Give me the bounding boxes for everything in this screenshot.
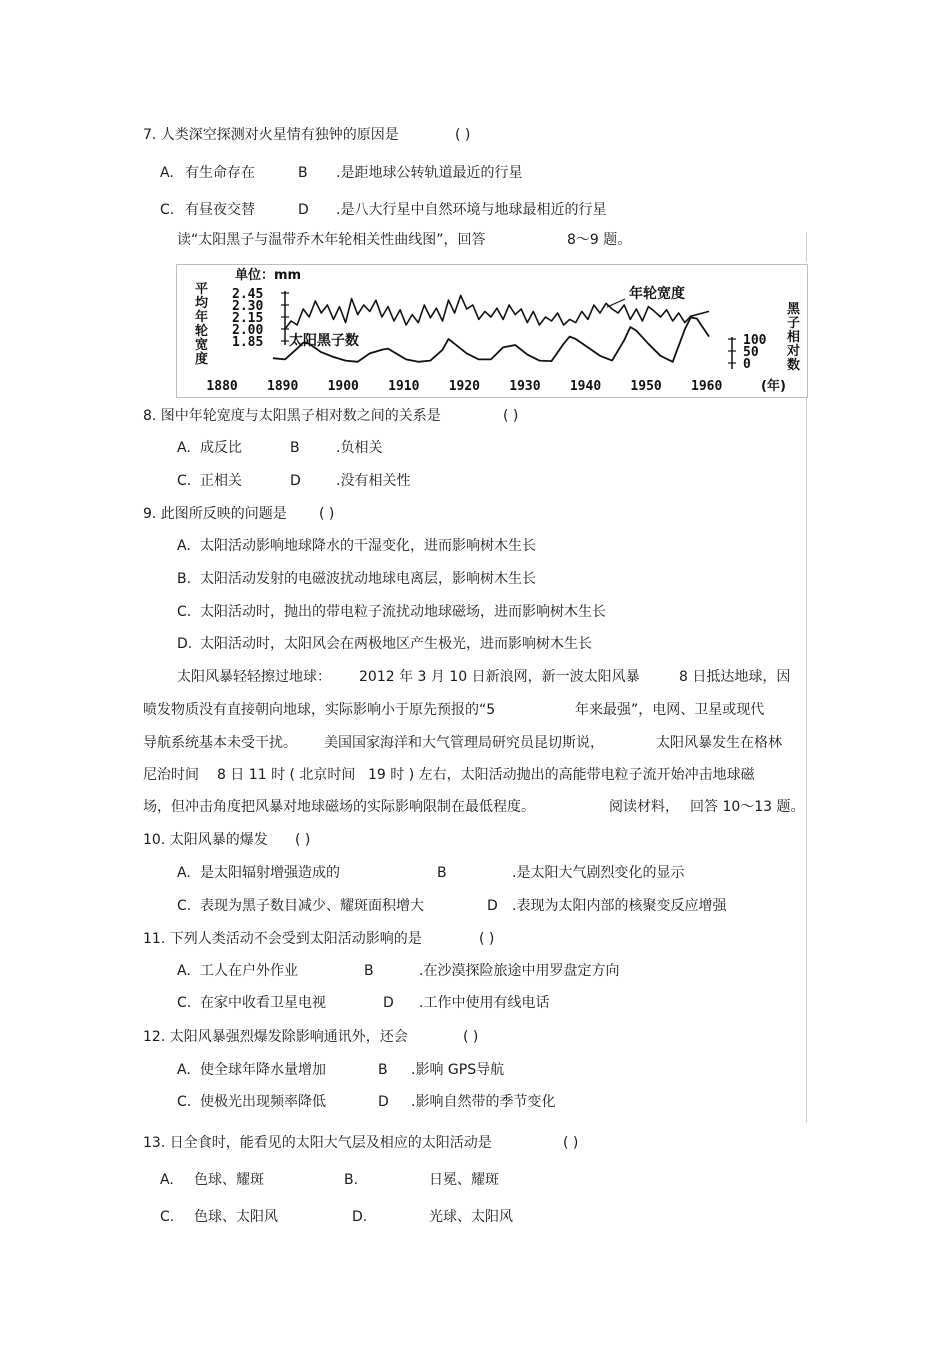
chart-y-right-tick-label: 50 [743,345,759,360]
q9-opt-a-text: 太阳活动影响地球降水的干湿变化，进而影响树木生长 [200,538,536,554]
q8-opt-d-text: .没有相关性 [336,473,411,489]
chart-y-left-label-char: 均 [195,296,209,311]
chart-unit-label: 单位：mm [235,268,302,283]
q7-opt-b-text: .是距地球公转轨道最近的行星 [336,165,523,181]
chart-y-left-label-char: 度 [195,352,209,367]
q12-opt-a-text: 使全球年降水量增加 [200,1062,326,1078]
q10-opt-b-letter: B [437,865,447,881]
q11-paren: ( ) [479,931,495,947]
passage-l5-b: 阅读材料， [609,799,679,815]
q7-opt-d-text: .是八大行星中自然环境与地球最相近的行星 [336,202,607,218]
q8-paren: ( ) [503,408,519,424]
chart-y-left-label-char: 宽 [195,338,209,353]
q10-opt-a-text: 是太阳辐射增强造成的 [200,865,340,881]
chart-x-tick-label: 1900 [327,379,359,394]
chart-frame [176,264,808,398]
q9-stem: 9. 此图所反映的问题是 [143,506,287,522]
chart-x-tick-label: 1950 [630,379,662,394]
q9-paren: ( ) [319,506,335,522]
chart-y-right-label-char: 对 [787,344,801,359]
passage-l2-b: 年来最强”，电网、卫星或现代 [575,702,765,718]
q11-opt-b-text: .在沙漠探险旅途中用罗盘定方向 [419,963,620,979]
q9-opt-d-text: 太阳活动时，太阳风会在两极地区产生极光，进而影响树木生长 [200,636,592,652]
chart-y-right-label-char: 数 [787,358,801,373]
sunspot-tree-ring-chart [177,265,807,397]
chart-y-right-tick-label: 0 [743,357,751,372]
q7-opt-a-letter: A. [160,165,174,181]
q13-opt-d-text: 光球、太阳风 [429,1209,513,1225]
q10-opt-d-text: .表现为太阳内部的核聚变反应增强 [512,898,727,914]
q11-opt-a-letter: A. [177,963,191,979]
chart-y-right-label-char: 黑 [787,302,801,317]
q9-opt-d-letter: D. [177,636,193,652]
q13-opt-a-letter: A. [160,1172,174,1188]
q8-stem: 8. 图中年轮宽度与太阳黑子相对数之间的关系是 [143,408,441,424]
q13-opt-b-letter: B. [344,1172,359,1188]
chart-x-tick-label: 1940 [569,379,602,394]
q12-opt-b-text: .影响 GPS导航 [411,1062,505,1078]
chart-intro-range: 8～9 题。 [567,232,632,248]
chart-x-tick-label: 1910 [388,379,420,394]
chart-y-left-tick-label: 2.00 [232,323,264,338]
chart-y-right-label-char: 子 [787,316,801,331]
q12-stem: 12. 太阳风暴强烈爆发除影响通讯外，还会 [143,1029,408,1045]
q12-opt-d-letter: D [378,1094,389,1110]
passage-l5-c: 回答 10～13 题。 [690,799,805,815]
q8-opt-a-text: 成反比 [200,440,242,456]
passage-l2-a: 喷发物质没有直接朝向地球，实际影响小于原先预报的“5 [143,702,496,718]
chart-y-left-tick-label: 2.30 [232,299,264,314]
q11-opt-b-letter: B [364,963,374,979]
q8-opt-b-letter: B [290,440,300,456]
q11-opt-a-text: 工人在户外作业 [200,963,298,979]
q10-stem: 10. 太阳风暴的爆发 [143,832,268,848]
q13-opt-a-text: 色球、耀斑 [194,1172,264,1188]
right-margin-line-lower [806,398,807,1123]
chart-intro: 读“太阳黑子与温带乔木年轮相关性曲线图”，回答 [177,232,486,248]
chart-y-left-label-char: 年 [195,310,209,325]
chart-x-tick-label: 1930 [509,379,541,394]
passage-l4-b: 8 日 11 时 ( 北京时间 [217,767,356,783]
chart-x-tick-label: 1880 [206,379,238,394]
q11-opt-d-text: .工作中使用有线电话 [419,995,550,1011]
q7-opt-b-letter: B [298,165,308,181]
q10-opt-c-letter: C. [177,898,192,914]
chart-y-right-label-char: 相 [787,330,801,345]
q10-opt-b-text: .是太阳大气剧烈变化的显示 [512,865,685,881]
passage-l3-c: 太阳风暴发生在格林 [656,735,782,751]
q13-opt-c-letter: C. [160,1209,175,1225]
right-margin-line-upper [806,232,807,262]
chart-x-tick-label: 1890 [267,379,299,394]
chart-y-left-label-char: 平 [195,282,209,297]
q9-opt-a-letter: A. [177,538,191,554]
passage-l5-a: 场，但冲击角度把风暴对地球磁场的实际影响限制在最低程度。 [143,799,535,815]
q12-opt-a-letter: A. [177,1062,191,1078]
q8-opt-b-text: .负相关 [336,440,383,456]
passage-l3-a: 导航系统基本未受干扰。 [143,735,297,751]
chart-y-right-tick-label: 100 [743,333,767,348]
chart-series-label-leader-tree-ring [607,299,625,307]
q13-stem: 13. 日全食时，能看见的太阳大气层及相应的太阳活动是 [143,1135,492,1151]
passage-l1-b: 2012 年 3 月 10 日新浪网，新一波太阳风暴 [359,669,640,685]
q7-paren: ( ) [455,127,471,143]
passage-l1-c: 8 日抵达地球，因 [679,669,791,685]
chart-y-left-tick-label: 2.15 [232,311,264,326]
q9-opt-c-text: 太阳活动时，抛出的带电粒子流扰动地球磁场，进而影响树木生长 [200,604,606,620]
q9-opt-b-text: 太阳活动发射的电磁波扰动地球电离层，影响树木生长 [200,571,536,587]
q13-paren: ( ) [563,1135,579,1151]
q8-opt-a-letter: A. [177,440,191,456]
q12-opt-c-letter: C. [177,1094,192,1110]
chart-y-left-tick-label: 1.85 [232,335,264,350]
q9-opt-b-letter: B. [177,571,192,587]
chart-series-label-sunspot: 太阳黑子数 [289,333,359,349]
q11-opt-c-text: 在家中收看卫星电视 [200,995,326,1011]
q10-opt-a-letter: A. [177,865,191,881]
q11-stem: 11. 下列人类活动不会受到太阳活动影响的是 [143,931,422,947]
q12-opt-d-text: .影响自然带的季节变化 [411,1094,556,1110]
q11-opt-c-letter: C. [177,995,192,1011]
q8-opt-d-letter: D [290,473,301,489]
q8-opt-c-letter: C. [177,473,192,489]
chart-y-left-tick-label: 2.45 [232,287,264,302]
q7-opt-c-letter: C. [160,202,175,218]
passage-l4-c: 19 时 ) 左右，太阳活动抛出的高能带电粒子流开始冲击地球磁 [368,767,755,783]
q13-opt-b-text: 日冕、耀斑 [429,1172,499,1188]
chart-x-tick-label: 1960 [691,379,723,394]
q12-opt-b-letter: B [378,1062,388,1078]
passage-l3-b: 美国国家海洋和大气管理局研究员昆切斯说， [324,735,604,751]
q8-opt-c-text: 正相关 [200,473,242,489]
q7-opt-c-text: 有昼夜交替 [185,202,255,218]
q7-stem: 7. 人类深空探测对火星情有独钟的原因是 [143,127,399,143]
q9-opt-c-letter: C. [177,604,192,620]
q13-opt-c-text: 色球、太阳风 [194,1209,278,1225]
chart-y-left-label-char: 轮 [195,324,209,339]
q7-opt-d-letter: D [298,202,309,218]
q12-paren: ( ) [463,1029,479,1045]
passage-l4-a: 尼治时间 [143,767,199,783]
q10-paren: ( ) [295,832,311,848]
q12-opt-c-text: 使极光出现频率降低 [200,1094,326,1110]
q10-opt-c-text: 表现为黑子数目减少、耀斑面积增大 [200,898,424,914]
q7-opt-a-text: 有生命存在 [185,165,255,181]
chart-x-unit: (年) [761,379,786,394]
q10-opt-d-letter: D [487,898,498,914]
passage-l1-a: 太阳风暴轻轻擦过地球： [177,669,331,685]
chart-series-label-tree-ring: 年轮宽度 [629,286,685,302]
q13-opt-d-letter: D. [352,1209,368,1225]
q11-opt-d-letter: D [383,995,394,1011]
chart-x-tick-label: 1920 [448,379,481,394]
